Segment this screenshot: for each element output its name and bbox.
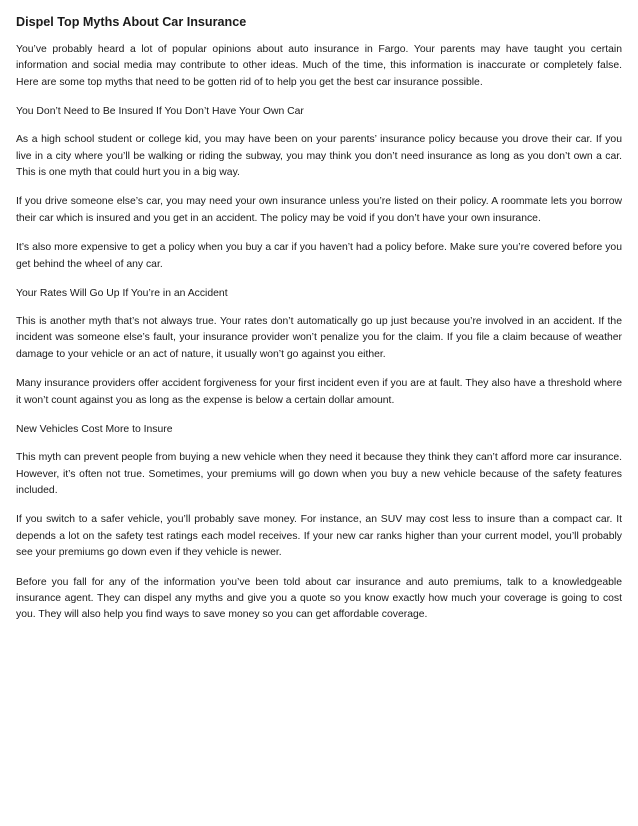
section-paragraph: This myth can prevent people from buying a new vehicle when they need it because they think they can’t afford more car insurance. However, it’s often not true. Sometimes, your premiums will go down when you buy a new vehicle because of the safety features included.	[16, 452, 622, 496]
section-heading: Your Rates Will Go Up If You’re in an Accident	[16, 288, 228, 300]
section-new-vehicles	[16, 422, 622, 624]
document-title: Dispel Top Myths About Car Insurance	[16, 15, 247, 29]
section-no-car	[16, 104, 622, 273]
section-paragraph: If you drive someone else’s car, you may need your own insurance unless you’re listed on their policy. A roommate lets you borrow their car which is insured and you get in an accident. The policy may be void if you don’t have your own insurance.	[16, 196, 622, 224]
section-paragraph: Many insurance providers offer accident forgiveness for your first incident even if you are at fault. They also have a threshold where it won’t count against you as long as the expense is below a certain dollar amount.	[16, 378, 622, 406]
section-paragraph: Before you fall for any of the information you’ve been told about car insurance and auto premiums, talk to a knowledgeable insurance agent. They can dispel any myths and give you a quote so you know exactly how much your coverage is going to cost you. They will also help you find ways to save money so you can get affordable coverage.	[16, 576, 622, 621]
section-paragraph: It’s also more expensive to get a policy when you buy a car if you haven’t had a policy before. Make sure you’re covered before you get behind the wheel of any car.	[16, 242, 622, 270]
section-heading: New Vehicles Cost More to Insure	[16, 424, 173, 436]
section-paragraph: This is another myth that’s not always true. Your rates don’t automatically go up just because you’re involved in an accident. If the incident was someone else’s fault, your insurance provider won’t penalize you for the claim. If you file a claim because of weather damage to your vehicle or an act of nature, it usually won’t go against you either.	[16, 316, 622, 360]
section-rates-accident	[16, 286, 622, 409]
section-paragraph: As a high school student or college kid, you may have been on your parents’ insurance policy because you drove their car. If you live in a city where you’ll be walking or riding the subway, you may think you don’t need insurance as long as you don’t own a car. This is one myth that could hurt you in a big way.	[16, 134, 622, 179]
section-heading: You Don’t Need to Be Insured If You Don’t Have Your Own Car	[16, 106, 304, 118]
intro-paragraph: You’ve probably heard a lot of popular opinions about auto insurance in Fargo. Your parents may have taught you certain information and social media may contribute to other ideas. Much of the time, this information is inaccurate or completely false. Here are some top myths that need to be gotten rid of to help you get the best car insurance possible.	[16, 44, 622, 88]
section-paragraph: If you switch to a safer vehicle, you’ll probably save money. For instance, an SUV may cost less to insure than a compact car. It depends a lot on the safety test ratings each model receives. If your new car ranks higher than your current model, you’ll probably see your premiums go down even if they vehicle is newer.	[16, 514, 622, 559]
